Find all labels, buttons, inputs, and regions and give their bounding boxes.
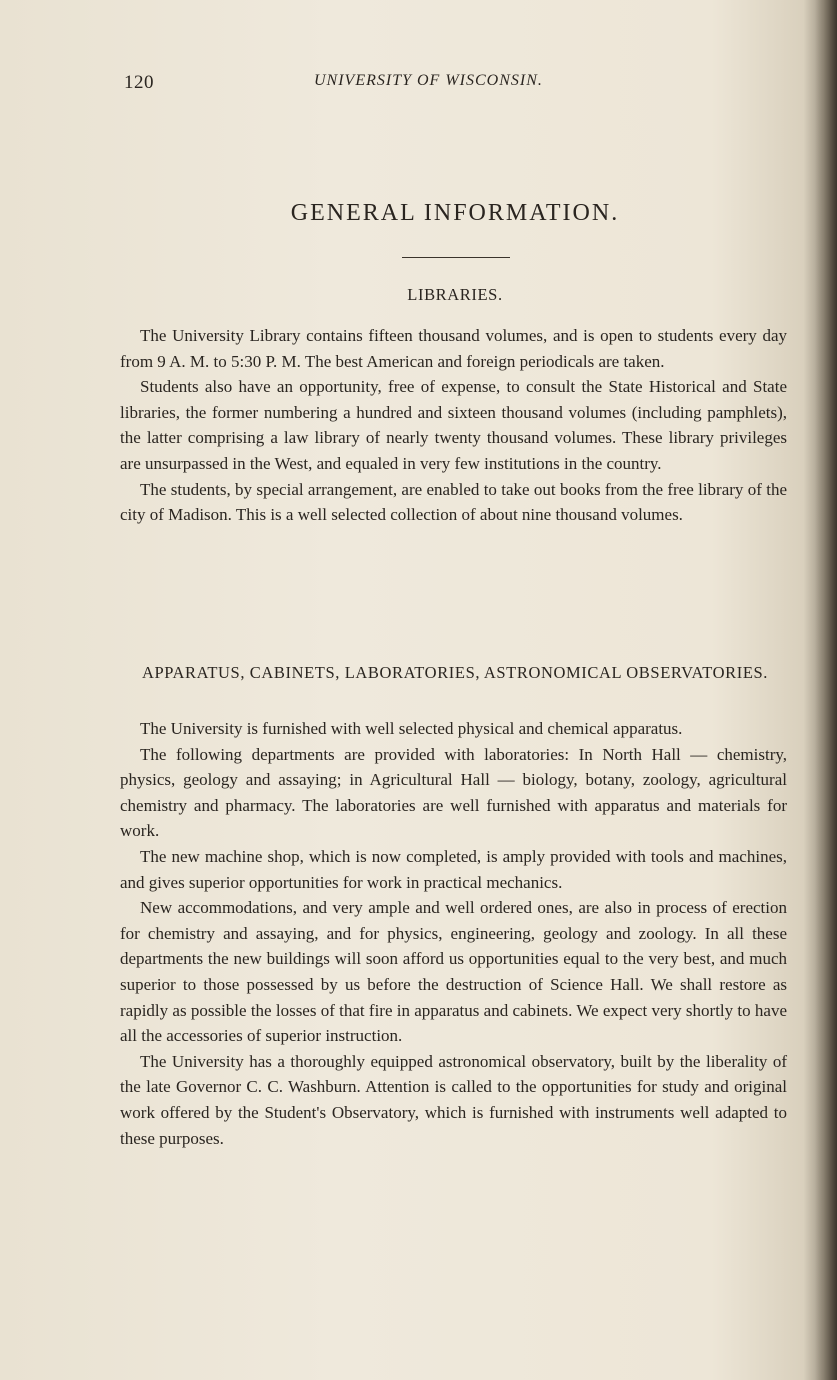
page-edge-shadow: [815, 0, 837, 1380]
libraries-section-body: [120, 323, 787, 528]
apparatus-section-body: [120, 716, 787, 1151]
paragraph: The University Library contains fifteen thousand volumes, and is open to students every day from 9 A. M. to 5:30 P. M. The best American and foreign periodicals are taken.: [120, 326, 787, 371]
paragraph: The University is furnished with well selected physical and chemical apparatus.: [140, 719, 683, 738]
paragraph: New accommodations, and very ample and well ordered ones, are also in process of erection for chemistry and assaying, and for physics, engineering, geology and zoology. In all these departments the new buildings will soon afford us opportunities equal to the very best, and much superior to those possessed by us before the destruction of Science Hall. We shall restore as rapidly as possible the losses of that fire in apparatus and cabinets. We expect very shortly to have all the accessories of superior instruction.: [120, 898, 787, 1046]
running-title: UNIVERSITY OF WISCONSIN.: [314, 72, 543, 89]
heading-rule: [402, 257, 510, 258]
section-heading-libraries: LIBRARIES.: [407, 285, 503, 304]
paragraph: The students, by special arrangement, are enabled to take out books from the free library of the city of Madison. This is a well selected collection of about nine thousand volumes.: [120, 479, 787, 525]
running-head: [124, 72, 604, 98]
paragraph: The new machine shop, which is now completed, is amply provided with tools and machines, and gives superior opportunities for work in practical mechanics.: [120, 846, 787, 892]
section-heading-apparatus: APPARATUS, CABINETS, LABORATORIES, ASTRONOMICAL OBSERVATORIES.: [141, 663, 769, 682]
paragraph: Students also have an opportunity, free of expense, to consult the State Historical and State libraries, the former numbering a hundred and sixteen thousand volumes (including pamphlets), the latter comprising a law library of nearly twenty thousand volumes. These library privileges are unsurpassed in the West, and equaled in very few institutions in the country.: [120, 377, 787, 473]
page-number: 120: [124, 72, 154, 93]
paragraph: The University has a thoroughly equipped astronomical observatory, built by the liberality of the late Governor C. C. Washburn. Attention is called to the opportunities for study and original work offered by the Student's Observatory, which is furnished with instruments well adapted to these purposes.: [120, 1051, 787, 1148]
paragraph: The following departments are provided with laboratories: In North Hall — chemistry, physics, geology and assaying; in Agricultural Hall — biology, botany, zoology, agricultural chemistry and pharmacy. The laboratories are well furnished with apparatus and materials for work.: [120, 744, 787, 841]
main-heading: GENERAL INFORMATION.: [290, 200, 620, 226]
